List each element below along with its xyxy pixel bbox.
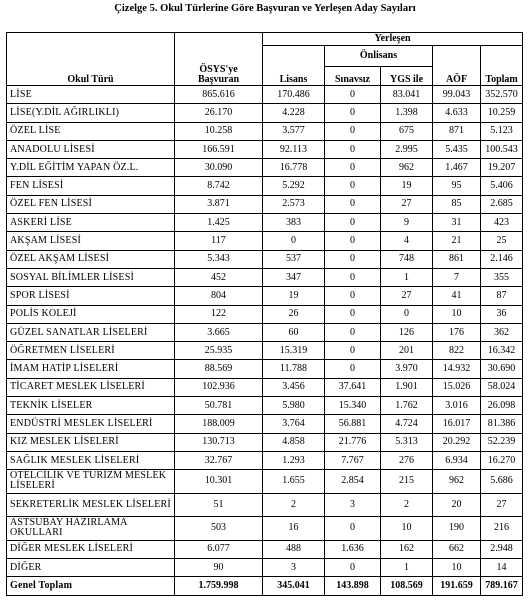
table-row xyxy=(7,122,523,140)
lisans-cell: 19 xyxy=(263,287,325,305)
toplam-cell: 362 xyxy=(481,323,523,341)
aof-cell: 861 xyxy=(433,250,481,268)
table-row xyxy=(7,378,523,396)
school-type-cell: ASKERİ LİSE xyxy=(7,214,175,232)
toplam-cell: 2.685 xyxy=(481,195,523,213)
total-basvuran-cell: 1.759.998 xyxy=(175,577,263,596)
table-row xyxy=(7,433,523,451)
ygs-cell: 10 xyxy=(381,517,433,541)
lisans-cell: 60 xyxy=(263,323,325,341)
aof-cell: 176 xyxy=(433,323,481,341)
aof-cell: 1.467 xyxy=(433,159,481,177)
aof-cell: 31 xyxy=(433,214,481,232)
header-osys-line1: ÖSYS'ye xyxy=(199,64,238,75)
aof-cell: 20 xyxy=(433,493,481,517)
sinavsiz-cell: 0 xyxy=(325,122,381,140)
toplam-cell: 423 xyxy=(481,214,523,232)
aof-cell: 10 xyxy=(433,305,481,323)
sinavsiz-cell: 1.636 xyxy=(325,540,381,558)
toplam-cell: 58.024 xyxy=(481,378,523,396)
lisans-cell: 2 xyxy=(263,493,325,517)
ygs-cell: 4 xyxy=(381,232,433,250)
ygs-cell: 2.995 xyxy=(381,140,433,158)
ygs-cell: 675 xyxy=(381,122,433,140)
table-row xyxy=(7,493,523,517)
aof-cell: 15.026 xyxy=(433,378,481,396)
basvuran-cell: 50.781 xyxy=(175,397,263,415)
aof-cell: 95 xyxy=(433,177,481,195)
lisans-cell: 1.293 xyxy=(263,451,325,469)
aof-cell: 4.633 xyxy=(433,104,481,122)
ygs-cell: 4.724 xyxy=(381,415,433,433)
aof-cell: 16.017 xyxy=(433,415,481,433)
lisans-cell: 4.858 xyxy=(263,433,325,451)
school-type-cell: ASTSUBAY HAZIRLAMA OKULLARI xyxy=(7,517,175,541)
basvuran-cell: 5.343 xyxy=(175,250,263,268)
basvuran-cell: 122 xyxy=(175,305,263,323)
sinavsiz-cell: 0 xyxy=(325,517,381,541)
table-row xyxy=(7,287,523,305)
toplam-cell: 25 xyxy=(481,232,523,250)
table-row xyxy=(7,214,523,232)
sinavsiz-cell: 0 xyxy=(325,559,381,577)
table-row xyxy=(7,159,523,177)
aof-cell: 85 xyxy=(433,195,481,213)
applicant-table xyxy=(6,32,523,596)
aof-cell: 14.932 xyxy=(433,360,481,378)
lisans-cell: 4.228 xyxy=(263,104,325,122)
lisans-cell: 5.980 xyxy=(263,397,325,415)
ygs-cell: 962 xyxy=(381,159,433,177)
basvuran-cell: 503 xyxy=(175,517,263,541)
sinavsiz-cell: 0 xyxy=(325,232,381,250)
basvuran-cell: 51 xyxy=(175,493,263,517)
lisans-cell: 11.788 xyxy=(263,360,325,378)
sinavsiz-cell: 3 xyxy=(325,493,381,517)
lisans-cell: 16 xyxy=(263,517,325,541)
table-row xyxy=(7,451,523,469)
aof-cell: 5.435 xyxy=(433,140,481,158)
school-type-cell: TEKNİK LİSELER xyxy=(7,397,175,415)
aof-cell: 20.292 xyxy=(433,433,481,451)
school-type-cell: SEKRETERLİK MESLEK LİSELERİ xyxy=(7,493,175,517)
sinavsiz-cell: 0 xyxy=(325,86,381,104)
toplam-cell: 2.146 xyxy=(481,250,523,268)
basvuran-cell: 166.591 xyxy=(175,140,263,158)
basvuran-cell: 30.090 xyxy=(175,159,263,177)
header-toplam: Toplam xyxy=(481,46,523,86)
header-osys-line2: Başvuran xyxy=(197,74,240,85)
table-caption: Çizelge 5. Okul Türlerine Göre Başvuran ve Yerleşen Aday Sayıları xyxy=(114,3,416,14)
ygs-cell: 3.970 xyxy=(381,360,433,378)
lisans-cell: 0 xyxy=(263,232,325,250)
table-body xyxy=(7,86,523,596)
header-ygs-ile: YGS ile xyxy=(381,67,433,86)
sinavsiz-cell: 37.641 xyxy=(325,378,381,396)
table-row xyxy=(7,342,523,360)
lisans-cell: 383 xyxy=(263,214,325,232)
school-type-cell: SPOR LİSESİ xyxy=(7,287,175,305)
lisans-cell: 3 xyxy=(263,559,325,577)
ygs-cell: 1 xyxy=(381,268,433,286)
basvuran-cell: 10.258 xyxy=(175,122,263,140)
basvuran-cell: 1.425 xyxy=(175,214,263,232)
basvuran-cell: 117 xyxy=(175,232,263,250)
basvuran-cell: 865.616 xyxy=(175,86,263,104)
lisans-cell: 537 xyxy=(263,250,325,268)
toplam-cell: 27 xyxy=(481,493,523,517)
school-type-cell: LİSE(Y.DİL AĞIRLIKLI) xyxy=(7,104,175,122)
ygs-cell: 748 xyxy=(381,250,433,268)
toplam-cell: 14 xyxy=(481,559,523,577)
school-type-cell: İMAM HATİP LİSELERİ xyxy=(7,360,175,378)
basvuran-cell: 804 xyxy=(175,287,263,305)
basvuran-cell: 90 xyxy=(175,559,263,577)
total-toplam-cell: 789.167 xyxy=(481,577,523,596)
basvuran-cell: 130.713 xyxy=(175,433,263,451)
aof-cell: 21 xyxy=(433,232,481,250)
ygs-cell: 9 xyxy=(381,214,433,232)
ygs-cell: 5.313 xyxy=(381,433,433,451)
aof-cell: 190 xyxy=(433,517,481,541)
toplam-cell: 5.123 xyxy=(481,122,523,140)
sinavsiz-cell: 0 xyxy=(325,177,381,195)
sinavsiz-cell: 0 xyxy=(325,268,381,286)
aof-cell: 871 xyxy=(433,122,481,140)
aof-cell: 6.934 xyxy=(433,451,481,469)
school-type-cell: GÜZEL SANATLAR LİSELERİ xyxy=(7,323,175,341)
table-row xyxy=(7,195,523,213)
header-sinavsiz: Sınavsız xyxy=(325,67,381,86)
aof-cell: 3.016 xyxy=(433,397,481,415)
toplam-cell: 5.406 xyxy=(481,177,523,195)
table-row xyxy=(7,470,523,494)
ygs-cell: 1.901 xyxy=(381,378,433,396)
lisans-cell: 92.113 xyxy=(263,140,325,158)
school-type-cell: ÖZEL AKŞAM LİSESİ xyxy=(7,250,175,268)
school-type-cell: FEN LİSESİ xyxy=(7,177,175,195)
sinavsiz-cell: 0 xyxy=(325,250,381,268)
basvuran-cell: 6.077 xyxy=(175,540,263,558)
school-type-cell: ÖĞRETMEN LİSELERİ xyxy=(7,342,175,360)
toplam-cell: 81.386 xyxy=(481,415,523,433)
school-type-cell: Y.DİL EĞİTİM YAPAN ÖZ.L. xyxy=(7,159,175,177)
school-type-cell: ÖZEL LİSE xyxy=(7,122,175,140)
sinavsiz-cell: 0 xyxy=(325,159,381,177)
lisans-cell: 3.456 xyxy=(263,378,325,396)
school-type-cell: ÖZEL FEN LİSESİ xyxy=(7,195,175,213)
toplam-cell: 2.948 xyxy=(481,540,523,558)
ygs-cell: 0 xyxy=(381,305,433,323)
ygs-cell: 19 xyxy=(381,177,433,195)
basvuran-cell: 10.301 xyxy=(175,470,263,494)
sinavsiz-cell: 0 xyxy=(325,323,381,341)
school-type-cell: ENDÜSTRİ MESLEK LİSELERİ xyxy=(7,415,175,433)
header-lisans: Lisans xyxy=(263,46,325,86)
ygs-cell: 126 xyxy=(381,323,433,341)
lisans-cell: 16.778 xyxy=(263,159,325,177)
basvuran-cell: 3.871 xyxy=(175,195,263,213)
table-row xyxy=(7,559,523,577)
school-type-cell: POLİS KOLEJİ xyxy=(7,305,175,323)
basvuran-cell: 88.569 xyxy=(175,360,263,378)
school-type-cell: SOSYAL BİLİMLER LİSESİ xyxy=(7,268,175,286)
total-sinavsiz-cell: 143.898 xyxy=(325,577,381,596)
lisans-cell: 170.486 xyxy=(263,86,325,104)
ygs-cell: 162 xyxy=(381,540,433,558)
table-row xyxy=(7,104,523,122)
basvuran-cell: 8.742 xyxy=(175,177,263,195)
table-row xyxy=(7,177,523,195)
aof-cell: 41 xyxy=(433,287,481,305)
ygs-cell: 201 xyxy=(381,342,433,360)
sinavsiz-cell: 0 xyxy=(325,214,381,232)
school-type-cell: SAĞLIK MESLEK LİSELERİ xyxy=(7,451,175,469)
table-row xyxy=(7,86,523,104)
school-type-cell: AKŞAM LİSESİ xyxy=(7,232,175,250)
aof-cell: 822 xyxy=(433,342,481,360)
lisans-cell: 3.577 xyxy=(263,122,325,140)
toplam-cell: 16.270 xyxy=(481,451,523,469)
lisans-cell: 5.292 xyxy=(263,177,325,195)
sinavsiz-cell: 2.854 xyxy=(325,470,381,494)
ygs-cell: 276 xyxy=(381,451,433,469)
basvuran-cell: 32.767 xyxy=(175,451,263,469)
toplam-cell: 87 xyxy=(481,287,523,305)
lisans-cell: 26 xyxy=(263,305,325,323)
sinavsiz-cell: 0 xyxy=(325,104,381,122)
total-lisans-cell: 345.041 xyxy=(263,577,325,596)
total-label: Genel Toplam xyxy=(7,577,175,596)
ygs-cell: 2 xyxy=(381,493,433,517)
school-type-cell: KIZ MESLEK LİSELERİ xyxy=(7,433,175,451)
basvuran-cell: 452 xyxy=(175,268,263,286)
total-aof-cell: 191.659 xyxy=(433,577,481,596)
total-row xyxy=(7,577,523,596)
total-ygs-cell: 108.569 xyxy=(381,577,433,596)
table-row xyxy=(7,360,523,378)
basvuran-cell: 188.009 xyxy=(175,415,263,433)
toplam-cell: 355 xyxy=(481,268,523,286)
table-row xyxy=(7,517,523,541)
school-type-cell: TİCARET MESLEK LİSELERİ xyxy=(7,378,175,396)
header-onlisans: Önlisans xyxy=(325,46,433,67)
sinavsiz-cell: 21.776 xyxy=(325,433,381,451)
sinavsiz-cell: 15.340 xyxy=(325,397,381,415)
sinavsiz-cell: 7.767 xyxy=(325,451,381,469)
toplam-cell: 5.686 xyxy=(481,470,523,494)
toplam-cell: 216 xyxy=(481,517,523,541)
table-row xyxy=(7,268,523,286)
sinavsiz-cell: 0 xyxy=(325,140,381,158)
aof-cell: 10 xyxy=(433,559,481,577)
table-row xyxy=(7,323,523,341)
basvuran-cell: 102.936 xyxy=(175,378,263,396)
toplam-cell: 30.690 xyxy=(481,360,523,378)
lisans-cell: 1.655 xyxy=(263,470,325,494)
ygs-cell: 83.041 xyxy=(381,86,433,104)
toplam-cell: 352.570 xyxy=(481,86,523,104)
basvuran-cell: 3.665 xyxy=(175,323,263,341)
ygs-cell: 27 xyxy=(381,287,433,305)
header-yerlesen: Yerleşen xyxy=(263,33,523,46)
toplam-cell: 52.239 xyxy=(481,433,523,451)
school-type-cell: LİSE xyxy=(7,86,175,104)
ygs-cell: 27 xyxy=(381,195,433,213)
aof-cell: 962 xyxy=(433,470,481,494)
header-okul-turu: Okul Türü xyxy=(7,33,175,86)
school-type-cell: DİĞER xyxy=(7,559,175,577)
school-type-cell: ANADOLU LİSESİ xyxy=(7,140,175,158)
sinavsiz-cell: 0 xyxy=(325,360,381,378)
lisans-cell: 3.764 xyxy=(263,415,325,433)
ygs-cell: 1 xyxy=(381,559,433,577)
school-type-cell: DİĞER MESLEK LİSELERİ xyxy=(7,540,175,558)
sinavsiz-cell: 0 xyxy=(325,342,381,360)
school-type-cell: OTELCİLİK VE TURİZM MESLEK LİSELERİ xyxy=(7,470,175,494)
lisans-cell: 347 xyxy=(263,268,325,286)
basvuran-cell: 26.170 xyxy=(175,104,263,122)
lisans-cell: 15.319 xyxy=(263,342,325,360)
table-row xyxy=(7,305,523,323)
sinavsiz-cell: 56.881 xyxy=(325,415,381,433)
toplam-cell: 19.207 xyxy=(481,159,523,177)
toplam-cell: 10.259 xyxy=(481,104,523,122)
sinavsiz-cell: 0 xyxy=(325,195,381,213)
toplam-cell: 16.342 xyxy=(481,342,523,360)
basvuran-cell: 25.935 xyxy=(175,342,263,360)
aof-cell: 662 xyxy=(433,540,481,558)
lisans-cell: 488 xyxy=(263,540,325,558)
sinavsiz-cell: 0 xyxy=(325,305,381,323)
table-row xyxy=(7,540,523,558)
aof-cell: 99.043 xyxy=(433,86,481,104)
toplam-cell: 100.543 xyxy=(481,140,523,158)
table-row xyxy=(7,250,523,268)
table-row xyxy=(7,140,523,158)
header-aof: AÖF xyxy=(433,46,481,86)
sinavsiz-cell: 0 xyxy=(325,287,381,305)
ygs-cell: 1.762 xyxy=(381,397,433,415)
ygs-cell: 1.398 xyxy=(381,104,433,122)
ygs-cell: 215 xyxy=(381,470,433,494)
lisans-cell: 2.573 xyxy=(263,195,325,213)
header-osys-basvuran xyxy=(175,33,263,86)
toplam-cell: 36 xyxy=(481,305,523,323)
toplam-cell: 26.098 xyxy=(481,397,523,415)
aof-cell: 7 xyxy=(433,268,481,286)
table-row xyxy=(7,232,523,250)
table-row xyxy=(7,415,523,433)
table-row xyxy=(7,397,523,415)
